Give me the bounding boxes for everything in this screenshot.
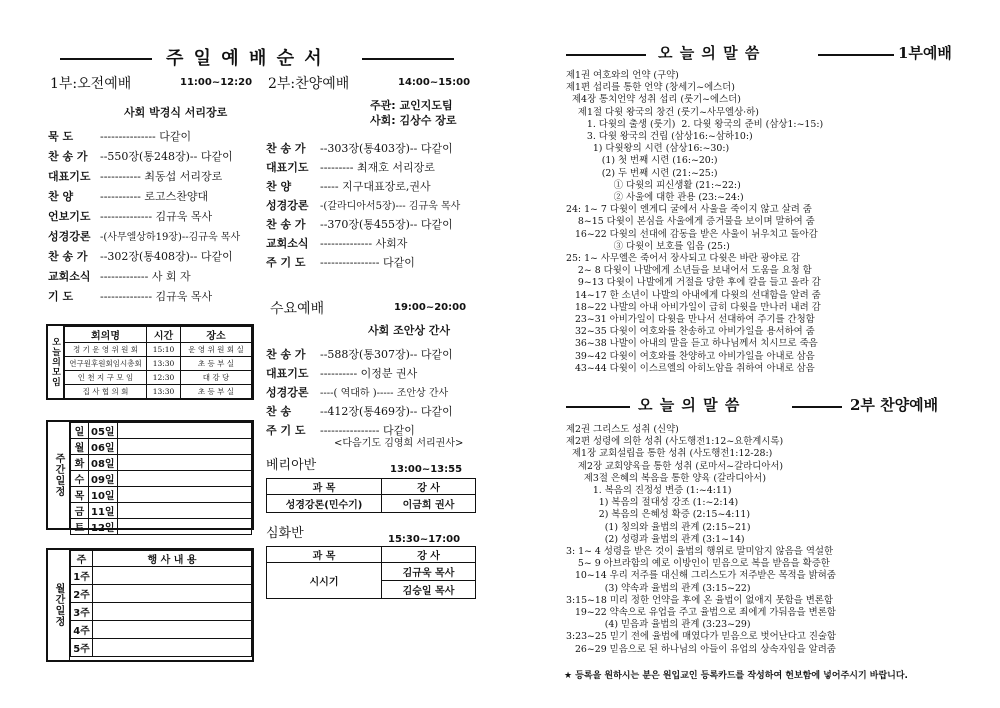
- table-header: 장소: [181, 327, 252, 343]
- second-service-time: 14:00~15:00: [398, 77, 471, 88]
- order-label: 찬 송 가: [48, 250, 88, 263]
- order-value: -------------- 사회자: [320, 237, 408, 250]
- order-label: 찬 양: [48, 190, 74, 203]
- outline-line: (1) 칭의와 율법의 관계 (2:15~21): [566, 521, 751, 533]
- outline-line: 32~35 다윗이 여호와를 찬송하고 아비가일을 용서하여 줌: [566, 326, 815, 338]
- order-row: [266, 346, 453, 362]
- order-value: -------------- 김규욱 목사: [100, 210, 213, 223]
- order-row: [266, 140, 453, 156]
- wednesday-order: [266, 346, 476, 446]
- outline-line: 16~22 다윗의 선대에 감동을 받은 사울이 뉘우치고 돌아감: [566, 228, 818, 240]
- order-row: [48, 168, 222, 184]
- schedule-cell: [93, 603, 252, 621]
- order-value: ------------- 사 회 자: [100, 270, 191, 283]
- order-value: --588장(통307장)-- 다같이: [320, 348, 453, 361]
- table-cell: 금: [71, 503, 89, 519]
- order-row: [266, 365, 417, 381]
- order-label: 대표기도: [266, 161, 309, 174]
- table-cell: 3주: [71, 603, 93, 621]
- outline-line: 제3절 은혜의 복음을 통한 양육 (갈라디아서): [566, 472, 767, 484]
- wednesday-heading: 수요예배: [270, 301, 325, 317]
- outline-line: 9~13 다윗이 나발에게 거절을 당한 후에 칼을 들고 올라 감: [566, 277, 821, 289]
- word-title-top: 오 늘 의 말 씀: [658, 44, 761, 62]
- order-row: [266, 159, 435, 175]
- schedule-cell: [93, 567, 252, 585]
- table-cell: 시시기: [267, 563, 382, 599]
- order-label: 언보기도: [48, 210, 91, 223]
- table-cell: 12:30: [147, 371, 181, 385]
- outline-line: 2~ 8 다윗이 나발에게 소년들을 보내어서 도움을 요청 함: [566, 265, 812, 277]
- meeting-table: [64, 326, 252, 399]
- table-cell: 1주: [71, 567, 93, 585]
- schedule-cell: [117, 503, 251, 519]
- schedule-cell: [117, 519, 251, 535]
- outline-line: 제1권 여호와의 언약 (구약): [566, 70, 679, 81]
- second-service-host: 주관: 교인지도팀: [370, 99, 453, 112]
- outline-line: 39~42 다윗이 여호와를 찬양하고 아비가일을 아내로 삼음: [566, 350, 815, 362]
- table-cell: 김규욱 목사: [382, 563, 476, 581]
- order-label: 찬 송 가: [48, 150, 88, 163]
- order-label: 찬 송 가: [266, 348, 306, 361]
- order-label: 교회소식: [266, 237, 309, 250]
- outline-line: 36~38 나발이 아내의 말을 듣고 하나님께서 치시므로 죽음: [566, 338, 818, 350]
- table-cell: 5주: [71, 639, 93, 657]
- outline-line: 10~14 우리 저주를 대신해 그리스도가 저주받은 목적을 밝혀줌: [566, 570, 836, 582]
- advanced-table: [266, 546, 476, 599]
- order-value: ---------------- 다같이: [320, 424, 415, 437]
- second-service-order: [266, 140, 476, 270]
- outline-line: 3. 다윗 왕국의 건립 (삼상16:~삼하10:): [566, 131, 753, 143]
- outline-line: 24: 1~ 7 다윗이 엔게디 굴에서 사울을 죽이지 않고 살려 줌: [566, 204, 812, 216]
- outline-line: 제1절 다윗 왕국의 창건 (룻기~사무엘상·하): [566, 106, 759, 118]
- table-cell: 토: [71, 519, 89, 535]
- table-header: 주: [71, 551, 93, 567]
- outline-line: 43~44 다윗이 이스르엘의 아히노암을 취하여 아내로 삼음: [566, 362, 815, 374]
- order-row: [48, 208, 212, 224]
- table-cell: 06일: [89, 439, 118, 455]
- advanced-heading: 심화반: [266, 526, 304, 541]
- schedule-cell: [93, 639, 252, 657]
- table-header: 시간: [147, 327, 181, 343]
- table-cell: 15:10: [147, 343, 181, 357]
- order-label: 찬 양: [266, 180, 292, 193]
- order-value: --412장(통469장)-- 다같이: [320, 405, 453, 418]
- order-value: ---------- 이정분 권사: [320, 367, 418, 380]
- order-label: 성경강론: [266, 199, 309, 212]
- first-service-leader: 사회 박경식 서리장로: [124, 106, 228, 119]
- order-value: --------- 최재호 서리장로: [320, 161, 435, 174]
- table-cell: 연구원후원회임시총회: [65, 357, 147, 371]
- outline-line: (3) 약속과 율법의 관계 (3:15~22): [566, 582, 751, 594]
- table-cell: 이금희 권사: [382, 495, 476, 513]
- schedule-cell: [117, 423, 251, 439]
- table-cell: 초 등 부 실: [181, 357, 252, 371]
- outline-line: ② 사울에 대한 관용 (23:~24:): [566, 192, 744, 204]
- table-cell: 05일: [89, 423, 118, 439]
- table-cell: 13:30: [147, 385, 181, 399]
- outline-line: (2) 두 번째 시련 (21:~25:): [566, 167, 718, 179]
- order-label: 묵 도: [48, 130, 74, 143]
- outline-line: 14~17 한 소년이 나발의 아내에게 다윗의 선대함을 알려 줌: [566, 289, 821, 301]
- table-cell: 월: [71, 439, 89, 455]
- order-value: -------------- 김규욱 목사: [100, 290, 213, 303]
- title-rule-right: [362, 58, 454, 60]
- table-header: 강 사: [382, 547, 476, 563]
- order-row: [266, 235, 407, 251]
- table-cell: 운 영 위 원 회 실: [181, 343, 252, 357]
- order-label: 찬 송 가: [266, 142, 306, 155]
- order-label: 찬 송 가: [266, 218, 306, 231]
- meeting-box: [46, 324, 254, 400]
- word-rule-mid: [818, 54, 894, 56]
- weekly-box: [46, 420, 254, 534]
- word-rule-left: [566, 54, 646, 56]
- order-value: --550장(통248장)-- 다같이: [100, 150, 233, 163]
- outline-line: ③ 다윗이 보호를 입음 (25:): [566, 240, 730, 252]
- outline-line: 1. 다윗의 출생 (룻기) 2. 다윗 왕국의 준비 (삼상1:~15:): [566, 118, 824, 130]
- outline-line: (2) 성령과 율법의 관계 (3:1~14): [566, 533, 745, 545]
- table-cell: 09일: [89, 471, 118, 487]
- outline-line: 제2권 그리스도 성취 (신약): [566, 424, 679, 435]
- order-row: [48, 248, 233, 264]
- table-header: 회의명: [65, 327, 147, 343]
- table-header: 과 목: [267, 547, 382, 563]
- order-label: 대표기도: [266, 367, 309, 380]
- order-value: --302장(통408장)-- 다같이: [100, 250, 233, 263]
- first-service-heading: 1부:오전예배: [50, 76, 132, 92]
- table-cell: 집 사 협 의 회: [65, 385, 147, 399]
- outline-line: 제1편 섭리를 통한 언약 (창세기~에스더): [566, 82, 735, 94]
- schedule-cell: [117, 455, 251, 471]
- table-cell: 김승일 목사: [382, 581, 476, 599]
- order-row: [266, 216, 453, 232]
- second-service-heading: 2부:찬양예배: [268, 76, 350, 92]
- order-label: 기 도: [48, 290, 74, 303]
- order-value: ----------- 로고스찬양대: [100, 190, 209, 203]
- table-header: 강 사: [382, 479, 476, 495]
- order-value: --------------- 다같이: [100, 130, 192, 143]
- monthly-side-title: 월간일정: [48, 550, 70, 660]
- second-service-leader: 사회: 김상수 장로: [370, 114, 457, 127]
- table-cell: 일: [71, 423, 89, 439]
- first-service-order: [48, 128, 254, 303]
- outline-line: ① 다윗의 피신생활 (21:~22:): [566, 179, 741, 191]
- table-cell: 10일: [89, 487, 118, 503]
- order-value: ----------- 최동섭 서리장로: [100, 170, 223, 183]
- order-label: 성경강론: [266, 386, 309, 399]
- outline-line: 19~22 약속으로 유업을 주고 율법으로 죄에게 가둬음을 변론함: [566, 607, 836, 619]
- order-row: [48, 148, 233, 164]
- order-row: [266, 403, 453, 419]
- order-value: -(사무엘상하19장)--김규욱 목사: [100, 232, 241, 243]
- sermon-outline-top: [566, 70, 966, 375]
- outline-line: 2) 복음의 은혜성 확증 (2:15~4:11): [566, 509, 751, 521]
- order-value: -(갈라디아서5장)--- 김규욱 목사: [320, 201, 461, 212]
- second-service-word-label: 2부 찬양예배: [850, 396, 939, 414]
- order-label: 주 기 도: [266, 256, 306, 269]
- outline-line: (4) 믿음과 율법의 관계 (3:23~29): [566, 619, 751, 631]
- table-cell: 정 기 운 영 위 원 회: [65, 343, 147, 357]
- order-label: 대표기도: [48, 170, 91, 183]
- order-row: [48, 288, 212, 304]
- schedule-cell: [93, 585, 252, 603]
- table-cell: 화: [71, 455, 89, 471]
- outline-line: 1) 복음의 절대성 강조 (1:~2:14): [566, 497, 739, 509]
- monthly-box: [46, 548, 254, 662]
- table-cell: 초 등 부 실: [181, 385, 252, 399]
- order-row: [48, 268, 191, 284]
- order-value: --303장(통403장)-- 다같이: [320, 142, 453, 155]
- first-service-time: 11:00~12:20: [180, 77, 253, 88]
- order-value: --370장(통455장)-- 다같이: [320, 218, 453, 231]
- schedule-cell: [117, 439, 251, 455]
- order-label: 교회소식: [48, 270, 91, 283]
- outline-line: 3:23~25 믿기 전에 율법에 매였다가 믿음으로 벗어난다고 진술함: [566, 631, 836, 643]
- table-cell: 11일: [89, 503, 118, 519]
- order-row: [48, 188, 208, 204]
- table-cell: 4주: [71, 621, 93, 639]
- table-cell: 13:30: [147, 357, 181, 371]
- sermon-outline-bottom: [566, 424, 966, 656]
- schedule-cell: [117, 471, 251, 487]
- table-cell: 목: [71, 487, 89, 503]
- outline-line: 18~22 나발의 아내 아비가일이 급히 다윗을 만나러 내려 감: [566, 301, 821, 313]
- outline-line: 23~31 아비가일이 다윗을 만나서 선대하여 주기를 간청함: [566, 314, 815, 326]
- table-cell: 대 강 당: [181, 371, 252, 385]
- order-title: 주 일 예 배 순 서: [166, 48, 324, 69]
- outline-line: 25: 1~ 사무엘은 죽어서 장사되고 다윗은 바란 광야로 감: [566, 253, 800, 265]
- first-service-word-label: 1부예배: [898, 44, 952, 62]
- order-value: ----( 역대하 )----- 조안상 간사: [320, 388, 449, 399]
- table-header: 과 목: [267, 479, 382, 495]
- order-value: ----- 지구대표장로,권사: [320, 180, 431, 193]
- wednesday-leader: 사회 조안상 간사: [368, 324, 451, 337]
- title-rule-left: [60, 58, 152, 60]
- monthly-table: [70, 550, 252, 657]
- table-header: 행 사 내 용: [93, 551, 252, 567]
- word-rule-left-2: [566, 406, 630, 408]
- order-label: 주 기 도: [266, 424, 306, 437]
- weekly-side-title: 주간일정: [48, 422, 70, 528]
- order-row: [266, 254, 415, 270]
- table-cell: 12일: [89, 519, 118, 535]
- order-row: [266, 197, 460, 213]
- outline-line: 제2장 교회양육을 통한 성취 (로마서~갈라디아서): [566, 460, 784, 472]
- order-row: [266, 178, 431, 194]
- order-label: 찬 송: [266, 405, 292, 418]
- order-row: [48, 128, 191, 144]
- outline-line: 제2편 성령에 의한 성취 (사도행전1:12~요한계시록): [566, 436, 784, 448]
- word-rule-mid-2: [792, 406, 842, 408]
- table-cell: 인 천 지 구 모 임: [65, 371, 147, 385]
- outline-line: 26~29 믿음으로 된 하나님의 아들이 유업의 상속자임을 알려줌: [566, 643, 836, 655]
- outline-line: 8~15 다윗이 본심을 사울에게 증거물을 보이며 말하여 줌: [566, 216, 815, 228]
- table-cell: 2주: [71, 585, 93, 603]
- outline-line: 3: 1~ 4 성령을 받은 것이 율법의 행위로 말미암지 않음을 역설한: [566, 546, 834, 558]
- outline-line: 3:15~18 미리 정한 언약을 후에 온 율법이 없애지 못함을 변론함: [566, 594, 833, 606]
- registration-notice: ★ 등록을 원하시는 분은 원입교인 등록카드를 작성하여 헌보함에 넣어주시기 바랍니다.: [564, 671, 908, 681]
- order-label: 성경강론: [48, 230, 91, 243]
- wednesday-time: 19:00~20:00: [394, 302, 467, 313]
- word-title-bottom: 오 늘 의 말 씀: [638, 396, 741, 414]
- table-cell: 수: [71, 471, 89, 487]
- outline-line: 1. 복음의 진정성 변증 (1:~4:11): [566, 485, 732, 497]
- berea-time: 13:00~13:55: [390, 464, 463, 475]
- meeting-side-title: 오늘의모임: [48, 326, 64, 398]
- berea-heading: 베리아반: [266, 458, 317, 473]
- table-cell: 성경강론(민수기): [267, 495, 382, 513]
- outline-line: 제1장 교회설립을 통한 성취 (사도행전1:12-28:): [566, 448, 773, 460]
- order-row: [48, 228, 240, 244]
- berea-table: [266, 478, 476, 513]
- right-page: [500, 0, 1000, 708]
- schedule-cell: [93, 621, 252, 639]
- outline-line: 5~ 9 아브라함의 예로 이방인이 믿음으로 복을 받음을 확증한: [566, 558, 830, 570]
- order-row: [266, 384, 448, 400]
- outline-line: (1) 첫 번째 시련 (16:~20:): [566, 155, 718, 167]
- table-cell: 08일: [89, 455, 118, 471]
- next-prayer-note: <다음기도 김영희 서리권사>: [334, 438, 464, 449]
- order-value: ---------------- 다같이: [320, 256, 415, 269]
- weekly-table: [70, 422, 252, 535]
- outline-line: 1) 다윗왕의 시련 (삼상16:~30:): [566, 143, 730, 155]
- outline-line: 제4장 통치언약 성취 섭리 (룻기~에스더): [566, 94, 741, 106]
- advanced-time: 15:30~17:00: [388, 534, 461, 545]
- schedule-cell: [117, 487, 251, 503]
